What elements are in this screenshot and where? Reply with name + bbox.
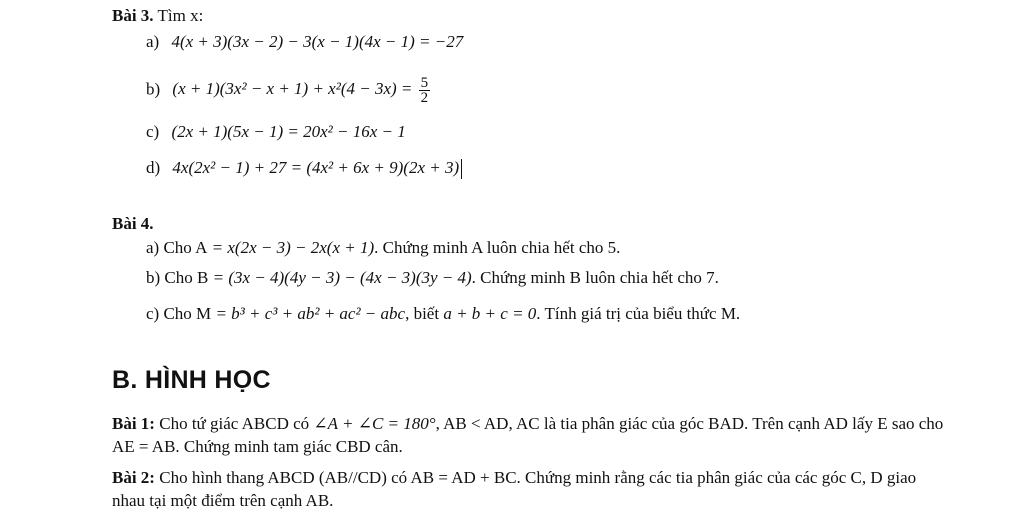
condition: a + b + c = 0 <box>443 304 537 323</box>
equation: (2x + 1)(5x − 1) = 20x² − 16x − 1 <box>171 122 406 141</box>
item-post: . Tính giá trị của biểu thức M. <box>536 304 741 323</box>
fraction <box>419 76 431 105</box>
bai3-item-c <box>146 122 406 142</box>
bai4-item-c <box>146 304 740 324</box>
hinh-bai1 <box>112 412 952 458</box>
angle-expression: ∠A + ∠C = 180° <box>313 414 436 433</box>
expression: = x(2x − 3) − 2x(x + 1) <box>207 238 375 257</box>
item-post: . Chứng minh A luôn chia hết cho 5. <box>374 238 621 257</box>
bai4-item-b <box>146 268 719 288</box>
bai3-prompt: Tìm x: <box>157 6 204 25</box>
fraction-numerator: 5 <box>420 75 429 91</box>
item-label: b) <box>146 268 161 287</box>
equation: (x + 1)(3x² − x + 1) + x²(4 − 3x) = <box>172 79 413 99</box>
problem-text: , AB < AD, AC là tia phân giác của góc BAD. Trên cạnh AD lấy E sao cho AE = AB. Chứng minh tam giác CBD cân. <box>112 414 944 456</box>
bai4-item-a <box>146 238 620 258</box>
problem-title: Bài 2: <box>112 468 155 487</box>
item-label: d) <box>146 158 161 177</box>
expression: = b³ + c³ + ab² + ac² − abc <box>211 304 406 323</box>
bai3-title: Bài 3. <box>112 6 154 25</box>
item-pre: Cho A <box>163 238 208 257</box>
item-label: c) <box>146 304 160 323</box>
expression: = (3x − 4)(4y − 3) − (4x − 3)(3y − 4) <box>208 268 472 287</box>
item-pre: Cho B <box>164 268 209 287</box>
item-post: . Chứng minh B luôn chia hết cho 7. <box>471 268 719 287</box>
item-label: a) <box>146 32 160 51</box>
bai3-item-d <box>146 158 462 179</box>
equation: 4x(2x² − 1) + 27 = (4x² + 6x + 9)(2x + 3) <box>172 158 460 177</box>
equation: 4(x + 3)(3x − 2) − 3(x − 1)(4x − 1) = −27 <box>171 32 464 51</box>
bai3-heading <box>112 6 203 26</box>
problem-title: Bài 1: <box>112 414 155 433</box>
problem-text: Cho tứ giác ABCD có <box>154 414 314 433</box>
section-title: B. HÌNH HỌC <box>112 366 271 394</box>
problem-text: Cho hình thang ABCD (AB//CD) có AB = AD + BC. Chứng minh rằng các tia phân giác của các góc C, D giao nhau tại một điểm trên cạnh AB. <box>112 468 917 510</box>
bai3-item-a <box>146 32 463 52</box>
bai4-title: Bài 4. <box>112 214 154 233</box>
hinh-bai2 <box>112 466 952 512</box>
item-label: b) <box>146 79 161 99</box>
item-label: c) <box>146 122 160 141</box>
bai3-item-b <box>146 76 432 105</box>
item-mid: , biết <box>405 304 444 323</box>
text-cursor <box>461 159 462 179</box>
fraction-denominator: 2 <box>420 90 429 106</box>
item-pre: Cho M <box>163 304 212 323</box>
item-label: a) <box>146 238 160 257</box>
